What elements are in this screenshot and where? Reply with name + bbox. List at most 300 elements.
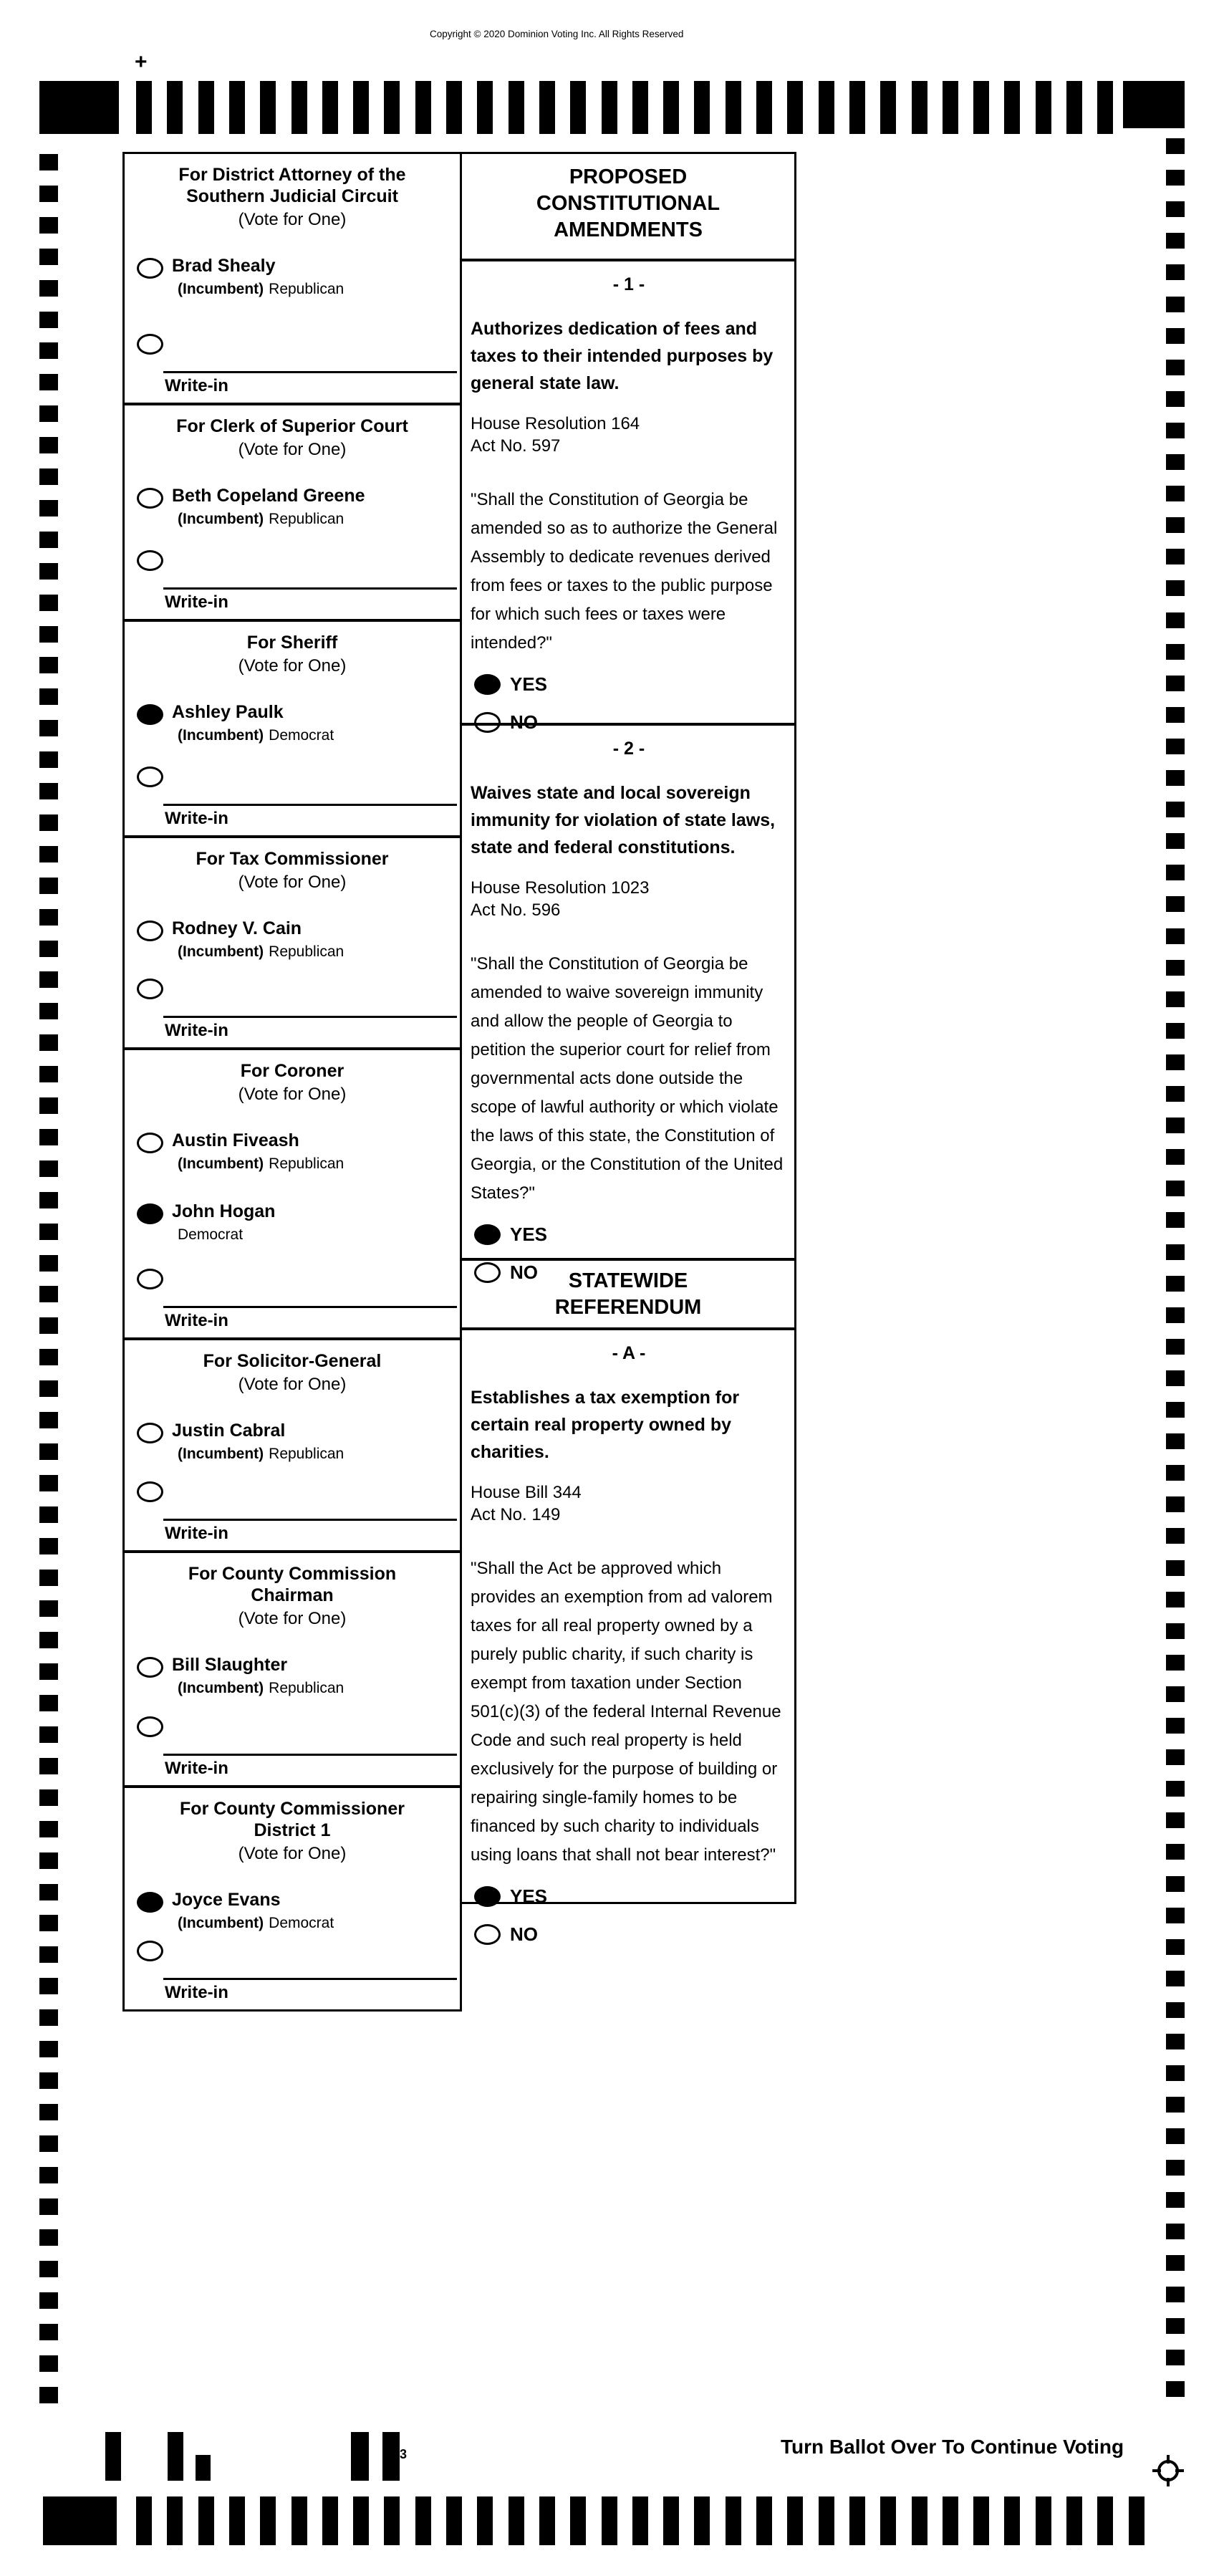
timing-mark (39, 1758, 58, 1774)
candidate-party (178, 281, 344, 298)
ballot-id-bar (168, 2432, 183, 2481)
write-in-area (125, 550, 460, 619)
timing-mark (39, 720, 58, 736)
candidate-oval[interactable] (137, 1892, 163, 1913)
write-in-area (125, 1481, 460, 1550)
candidate-row (137, 1421, 460, 1463)
timing-mark (787, 81, 803, 134)
contest-title: For Sheriff (246, 633, 338, 653)
timing-mark (1097, 81, 1113, 134)
timing-mark (1166, 2192, 1185, 2208)
write-in-label: Write-in (165, 592, 228, 612)
yes-oval[interactable] (474, 1224, 501, 1245)
candidate-row (137, 1201, 460, 1244)
timing-mark (1166, 1433, 1185, 1449)
timing-mark (1166, 2255, 1185, 2271)
timing-mark (39, 595, 58, 611)
write-in-area (125, 766, 460, 835)
timing-mark (39, 1003, 58, 1019)
timing-mark (663, 81, 679, 134)
timing-mark (322, 2496, 338, 2545)
timing-mark (1166, 1370, 1185, 1386)
contest-title: For Solicitor-General (203, 1351, 382, 1371)
timing-mark (973, 81, 989, 134)
timing-mark (1166, 2097, 1185, 2113)
timing-mark (1166, 1844, 1185, 1860)
no-oval[interactable] (474, 1924, 501, 1945)
timing-mark (880, 81, 896, 134)
yes-choice (471, 1885, 787, 1908)
yes-oval[interactable] (474, 674, 501, 695)
timing-mark (1166, 707, 1185, 723)
timing-mark (39, 1349, 58, 1365)
timing-mark (1166, 2002, 1185, 2018)
timing-mark (1166, 1560, 1185, 1576)
timing-mark (602, 81, 617, 134)
timing-mark (39, 1380, 58, 1397)
vote-for-instruction: (Vote for One) (238, 210, 347, 229)
turn-ballot-over-instruction: Turn Ballot Over To Continue Voting (781, 2436, 1124, 2458)
candidate-name: Bill Slaughter (172, 1655, 288, 1675)
timing-mark (39, 1506, 58, 1523)
timing-mark (1129, 2496, 1145, 2545)
timing-mark (1166, 264, 1185, 280)
candidate-party (178, 1680, 344, 1697)
candidate-row (137, 702, 460, 744)
party-label: Republican (269, 1680, 344, 1696)
write-in-area (125, 1716, 460, 1785)
timing-mark (1166, 2381, 1185, 2397)
timing-mark (1166, 2065, 1185, 2081)
timing-mark (39, 1570, 58, 1586)
candidate-row (137, 256, 460, 298)
timing-mark (1166, 770, 1185, 786)
measure-number: - A - (612, 1343, 646, 1363)
timing-mark (943, 2496, 958, 2545)
write-in-label: Write-in (165, 1021, 228, 1040)
timing-mark (849, 81, 865, 134)
contest-coroner (125, 1050, 460, 1340)
timing-mark (694, 2496, 710, 2545)
timing-mark (43, 2496, 117, 2545)
timing-mark (1166, 2034, 1185, 2049)
timing-mark (1123, 81, 1185, 128)
timing-mark (1166, 1244, 1185, 1260)
timing-mark (39, 154, 58, 170)
timing-mark (136, 81, 152, 134)
party-label: Republican (269, 1446, 344, 1462)
timing-mark (39, 1412, 58, 1428)
write-in-oval[interactable] (137, 1481, 163, 1502)
timing-mark (198, 2496, 214, 2545)
party-label: Republican (269, 1155, 344, 1172)
timing-mark (1166, 676, 1185, 691)
timing-mark (1166, 833, 1185, 849)
timing-mark (1166, 170, 1185, 186)
timing-mark (446, 2496, 462, 2545)
timing-mark (1036, 2496, 1051, 2545)
candidate-name: John Hogan (172, 1201, 276, 1221)
contest-title: For Coroner (240, 1061, 344, 1081)
timing-mark (39, 1632, 58, 1648)
timing-mark (1166, 1086, 1185, 1102)
write-in-label: Write-in (165, 1524, 228, 1543)
timing-mark (39, 405, 58, 422)
incumbent-label: (Incumbent) (178, 1155, 264, 1172)
timing-mark (1166, 802, 1185, 817)
candidate-row (137, 918, 460, 961)
timing-mark (973, 2496, 989, 2545)
timing-mark (1166, 1465, 1185, 1481)
timing-mark (1166, 2350, 1185, 2365)
timing-mark (39, 437, 58, 453)
timing-mark (39, 217, 58, 234)
timing-mark (353, 2496, 369, 2545)
timing-mark (39, 2198, 58, 2215)
timing-mark (39, 1600, 58, 1617)
contest-county-commission-chairman (125, 1553, 460, 1788)
timing-mark (39, 2261, 58, 2277)
timing-mark (787, 2496, 803, 2545)
timing-mark (726, 81, 741, 134)
contest-title: For Tax Commissioner (196, 849, 389, 869)
no-label: NO (510, 711, 538, 733)
write-in-line[interactable] (163, 1016, 457, 1018)
timing-mark (1166, 1718, 1185, 1734)
timing-mark (1166, 2287, 1185, 2302)
candidate-party (178, 1226, 275, 1244)
timing-mark (1166, 1528, 1185, 1544)
vote-for-instruction: (Vote for One) (238, 1609, 347, 1628)
timing-mark (39, 1821, 58, 1837)
candidate-party (178, 943, 344, 961)
candidate-name: Joyce Evans (172, 1890, 281, 1910)
measures-column (460, 152, 796, 1945)
write-in-oval[interactable] (137, 766, 163, 787)
candidate-name: Justin Cabral (172, 1421, 286, 1441)
measure-question: "Shall the Act be approved which provides an exemption from ad valorem taxes for all real property owned by a purely public charity, if such charity is exempt from taxation under Section 501(c)(3) of the federal Internal Revenue Code and such real property is held exclusively for the purpose of building or repairing single-family homes to be financed by such charity to individuals using loans that shall not bear interest?" (471, 1559, 781, 1865)
contest-solicitor-general (125, 1340, 460, 1553)
timing-mark (446, 81, 462, 134)
write-in-line[interactable] (163, 371, 457, 373)
measure-question: "Shall the Constitution of Georgia be amended so as to authorize the General Assembly to dedicate revenues derived from fees or taxes to the public purpose for which such fees or taxes were intended?" (471, 490, 778, 653)
timing-mark (39, 2324, 58, 2340)
timing-mark (1166, 739, 1185, 754)
timing-mark (39, 1317, 58, 1334)
timing-mark (1166, 454, 1185, 470)
timing-mark (726, 2496, 741, 2545)
candidate-oval[interactable] (137, 1423, 163, 1443)
copyright-notice: Copyright © 2020 Dominion Voting Inc. All Rights Reserved (430, 29, 684, 39)
party-label: Republican (269, 281, 344, 297)
timing-mark (39, 1789, 58, 1806)
timing-mark (39, 374, 58, 390)
timing-mark (1066, 2496, 1082, 2545)
timing-mark (756, 81, 772, 134)
vote-for-instruction: (Vote for One) (238, 440, 347, 459)
measure-question: "Shall the Constitution of Georgia be amended to waive sovereign immunity and allow the people of Georgia to petition the superior court for relief from governmental acts done outside the scope of lawful authority or which violate the laws of this state, the Constitution of Georgia, or the Constitution of the United States?" (471, 954, 784, 1203)
timing-mark (1166, 991, 1185, 1007)
timing-mark (1166, 865, 1185, 880)
write-in-oval[interactable] (137, 334, 163, 355)
timing-mark (632, 81, 648, 134)
timing-mark (39, 2135, 58, 2152)
timing-mark (39, 500, 58, 516)
vote-for-instruction: (Vote for One) (238, 1085, 347, 1104)
timing-mark (1036, 81, 1051, 134)
timing-mark (39, 1663, 58, 1680)
write-in-area (125, 979, 460, 1047)
contest-district-attorney (125, 154, 460, 405)
timing-mark (39, 1034, 58, 1051)
candidate-oval[interactable] (137, 258, 163, 279)
timing-mark (1166, 1686, 1185, 1702)
candidate-party (178, 1446, 344, 1463)
timing-mark (39, 1475, 58, 1491)
timing-mark (1166, 233, 1185, 249)
candidate-oval[interactable] (137, 704, 163, 725)
timing-mark (39, 2072, 58, 2089)
yes-label: YES (510, 1885, 548, 1907)
timing-mark (39, 1695, 58, 1711)
party-label: Democrat (269, 727, 334, 744)
no-label: NO (510, 1923, 538, 1945)
timing-mark (1166, 2224, 1185, 2239)
timing-mark (322, 81, 338, 134)
timing-mark (39, 941, 58, 957)
timing-mark (39, 626, 58, 643)
candidate-party (178, 511, 365, 528)
timing-mark (39, 2229, 58, 2246)
timing-mark (632, 2496, 648, 2545)
timing-mark (39, 1443, 58, 1460)
write-in-area (125, 1269, 460, 1337)
timing-mark (1166, 1212, 1185, 1228)
ballot-id-bar (105, 2432, 121, 2481)
contest-title: For Clerk of Superior Court (176, 416, 408, 436)
timing-mark (384, 2496, 400, 2545)
timing-mark (1166, 2128, 1185, 2144)
candidate-oval[interactable] (137, 921, 163, 941)
timing-mark (1166, 391, 1185, 407)
timing-mark (39, 2009, 58, 2026)
timing-mark (167, 81, 183, 134)
timing-mark (39, 249, 58, 265)
timing-mark (39, 1538, 58, 1554)
timing-mark (39, 688, 58, 705)
candidate-name: Rodney V. Cain (172, 918, 302, 938)
candidate-oval[interactable] (137, 1203, 163, 1224)
timing-mark (260, 2496, 276, 2545)
vote-for-instruction: (Vote for One) (238, 656, 347, 676)
write-in-line[interactable] (163, 1519, 457, 1521)
timing-mark (1166, 2318, 1185, 2334)
timing-mark (39, 1726, 58, 1743)
timing-mark (353, 81, 369, 134)
write-in-line[interactable] (163, 804, 457, 806)
amendment-1 (462, 261, 794, 733)
timing-mark (1166, 1149, 1185, 1165)
timing-mark (1166, 896, 1185, 912)
write-in-line[interactable] (163, 1754, 457, 1756)
timing-mark (39, 312, 58, 328)
timing-mark (39, 342, 58, 359)
candidate-oval[interactable] (137, 488, 163, 509)
timing-mark (39, 1852, 58, 1869)
timing-mark (136, 2496, 152, 2545)
timing-mark (509, 2496, 524, 2545)
timing-mark (39, 1255, 58, 1272)
timing-mark (1166, 1939, 1185, 1955)
timing-mark (1166, 486, 1185, 501)
timing-mark (1166, 1118, 1185, 1133)
timing-mark (1166, 644, 1185, 660)
timing-mark (415, 2496, 431, 2545)
timing-mark (39, 846, 58, 862)
timing-mark (39, 468, 58, 485)
referendum-header: STATEWIDE REFERENDUM (462, 1261, 794, 1330)
referendum-a (462, 1330, 794, 1945)
timing-mark (1166, 360, 1185, 375)
amendments-header: PROPOSED CONSTITUTIONAL AMENDMENTS (462, 154, 794, 261)
write-in-label: Write-in (165, 1311, 228, 1330)
timing-mark (39, 1978, 58, 1994)
incumbent-label: (Incumbent) (178, 1680, 264, 1696)
write-in-line[interactable] (163, 1306, 457, 1308)
candidate-name: Austin Fiveash (172, 1130, 299, 1150)
timing-mark (198, 81, 214, 134)
vote-for-instruction: (Vote for One) (238, 1844, 347, 1863)
write-in-label: Write-in (165, 809, 228, 828)
timing-mark (39, 186, 58, 202)
timing-mark (39, 971, 58, 988)
write-in-area (125, 334, 460, 403)
write-in-label: Write-in (165, 1983, 228, 2002)
timing-mark (1166, 2160, 1185, 2176)
candidate-name: Ashley Paulk (172, 702, 284, 722)
timing-mark (570, 81, 586, 134)
incumbent-label: (Incumbent) (178, 943, 264, 960)
contest-tax-commissioner (125, 838, 460, 1050)
registration-target-icon (1152, 2454, 1185, 2487)
timing-mark (39, 751, 58, 768)
timing-mark (1166, 1276, 1185, 1292)
candidate-party (178, 1155, 344, 1173)
write-in-oval[interactable] (137, 1716, 163, 1737)
incumbent-label: (Incumbent) (178, 1915, 264, 1931)
write-in-line[interactable] (163, 1978, 457, 1980)
contest-column (122, 152, 462, 2012)
timing-mark (570, 2496, 586, 2545)
write-in-oval[interactable] (137, 1269, 163, 1289)
write-in-oval[interactable] (137, 1941, 163, 1961)
timing-mark (1097, 2496, 1113, 2545)
timing-mark (291, 81, 307, 134)
timing-mark (39, 2387, 58, 2403)
write-in-line[interactable] (163, 587, 457, 590)
timing-mark (1166, 549, 1185, 564)
timing-mark (39, 1884, 58, 1900)
timing-mark (694, 81, 710, 134)
candidate-row (137, 486, 460, 528)
yes-choice (471, 673, 787, 696)
no-label: NO (510, 1261, 538, 1283)
timing-mark (1166, 1876, 1185, 1892)
timing-mark (1166, 580, 1185, 596)
timing-mark (943, 81, 958, 134)
write-in-label: Write-in (165, 1759, 228, 1778)
ballot-id-bar (351, 2432, 369, 2481)
candidate-name: Brad Shealy (172, 256, 276, 276)
timing-mark (39, 1286, 58, 1302)
write-in-area (125, 1941, 460, 2009)
measure-reference: House Bill 344 Act No. 149 (471, 1483, 582, 1524)
timing-mark (819, 2496, 834, 2545)
timing-mark (539, 2496, 555, 2545)
timing-mark (509, 81, 524, 134)
timing-mark (229, 2496, 245, 2545)
timing-mark (260, 81, 276, 134)
timing-mark (1166, 612, 1185, 628)
timing-mark (1004, 2496, 1020, 2545)
measure-number: - 2 - (612, 739, 645, 759)
yes-oval[interactable] (474, 1886, 501, 1907)
timing-mark (1166, 1054, 1185, 1070)
incumbent-label: (Incumbent) (178, 281, 264, 297)
timing-mark (39, 1224, 58, 1240)
timing-mark (39, 1066, 58, 1082)
amendment-2 (462, 726, 794, 1283)
contest-title: For District Attorney of the Southern Judicial Circuit (178, 165, 406, 206)
timing-mark (39, 2292, 58, 2309)
timing-mark (912, 2496, 927, 2545)
write-in-oval[interactable] (137, 979, 163, 999)
timing-mark (1166, 1023, 1185, 1039)
no-choice (471, 1923, 787, 1946)
party-label: Democrat (269, 1915, 334, 1931)
candidate-party (178, 1915, 334, 1932)
timing-mark (39, 563, 58, 580)
timing-mark (1166, 297, 1185, 312)
write-in-oval[interactable] (137, 550, 163, 571)
candidate-oval[interactable] (137, 1657, 163, 1678)
measure-summary: Waives state and local sovereign immunity for violation of state laws, state and federal constitutions. (471, 783, 776, 857)
timing-mark (819, 81, 834, 134)
contest-clerk-superior-court (125, 405, 460, 622)
timing-mark (1166, 1307, 1185, 1323)
timing-mark (39, 1915, 58, 1931)
candidate-row (137, 1890, 460, 1932)
contest-title: For County Commission Chairman (188, 1564, 397, 1605)
timing-mark (1166, 1623, 1185, 1639)
timing-mark (39, 81, 119, 134)
candidate-oval[interactable] (137, 1133, 163, 1153)
vote-for-instruction: (Vote for One) (238, 1375, 347, 1394)
candidate-row (137, 1130, 460, 1173)
timing-mark (229, 81, 245, 134)
measure-reference: House Resolution 1023 Act No. 596 (471, 878, 650, 920)
timing-mark (415, 81, 431, 134)
timing-mark (39, 280, 58, 297)
incumbent-label: (Incumbent) (178, 727, 264, 744)
timing-mark (39, 814, 58, 831)
timing-mark (849, 2496, 865, 2545)
candidate-party (178, 727, 334, 744)
timing-mark (1166, 960, 1185, 976)
timing-mark (39, 783, 58, 799)
timing-mark (477, 81, 493, 134)
timing-mark (1066, 81, 1082, 134)
